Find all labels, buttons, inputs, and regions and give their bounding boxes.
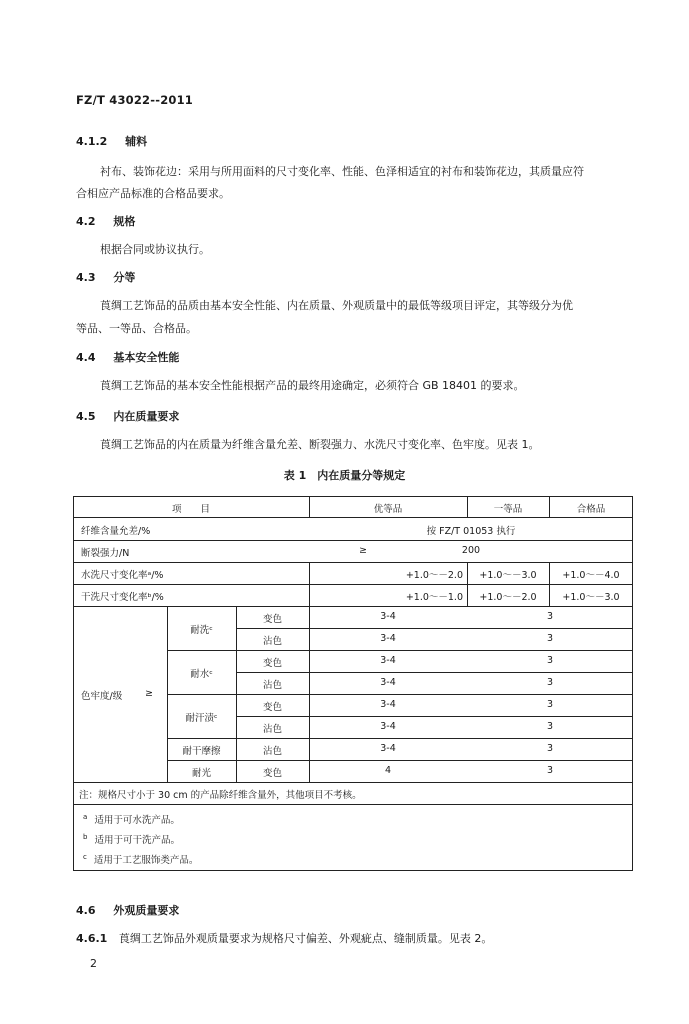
- break-value: 200: [461, 545, 481, 556]
- value-other: 3: [546, 677, 554, 688]
- value-other: 3: [546, 611, 554, 622]
- section-title: 外观质量要求: [113, 904, 180, 917]
- group-label: 耐光: [191, 768, 211, 779]
- footnote-mark: b: [83, 832, 88, 841]
- value-first: 3-4: [380, 743, 396, 754]
- section-4-2-heading: [76, 213, 135, 229]
- break-symbol: ≥: [359, 545, 367, 556]
- group-label: 耐洗ᶜ: [190, 625, 213, 636]
- value-first: 4: [384, 765, 392, 776]
- group-label: 耐水ᶜ: [190, 669, 213, 680]
- paragraph-line: 莨绸工艺饰品的内在质量为纤维含量允差、断裂强力、水洗尺寸变化率、色牢度。见表 1。: [100, 438, 540, 451]
- sub-label: 沾色: [262, 680, 282, 691]
- section-title: 分等: [113, 271, 136, 284]
- value-other: 3: [546, 721, 554, 732]
- footnote: [83, 852, 198, 866]
- footnote-text: 适用于可干洗产品。: [94, 835, 180, 846]
- group-label: 耐汗渍ᶜ: [185, 713, 218, 724]
- quality-table: [73, 496, 633, 871]
- section-title: 辅料: [125, 135, 148, 148]
- paragraph-line: 莨绸工艺饰品外观质量要求为规格尺寸偏差、外观疵点、缝制质量。见表 2。: [118, 932, 493, 945]
- sub-label: 沾色: [262, 636, 282, 647]
- section-4-1-2-heading: [76, 133, 147, 149]
- color-fastness-symbol: ≥: [145, 688, 153, 699]
- footnote-text: 适用于可水洗产品。: [94, 815, 180, 826]
- color-fastness-label: 色牢度/级: [81, 691, 123, 702]
- footnote-mark: a: [83, 812, 88, 821]
- dry-first: +1.0～－1.0: [405, 592, 463, 603]
- paragraph-line: 莨绸工艺饰品的基本安全性能根据产品的最终用途确定，必须符合 GB 18401 的要求。: [100, 379, 525, 392]
- section-4-5-heading: [76, 408, 179, 424]
- paragraph-line: 衬布、装饰花边：采用与所用面料的尺寸变化率、性能、色泽相适宜的衬布和装饰花边，其质量应符: [100, 165, 584, 178]
- page-number: 2: [90, 957, 97, 970]
- value-first: 3-4: [380, 699, 396, 710]
- table-caption: 表 1 内在质量分等规定: [283, 469, 406, 482]
- section-4-3-heading: [76, 269, 135, 285]
- value-first: 3-4: [380, 655, 396, 666]
- paragraph-line: 莨绸工艺饰品的品质由基本安全性能、内在质量、外观质量中的最低等级项目评定，其等级分为优: [100, 299, 573, 312]
- header-first-grade: 优等品: [373, 504, 403, 515]
- section-title: 基本安全性能: [113, 351, 180, 364]
- value-first: 3-4: [380, 677, 396, 688]
- value-other: 3: [546, 633, 554, 644]
- value-other: 3: [546, 765, 554, 776]
- section-number: 4.2: [76, 215, 96, 228]
- section-4-4-heading: [76, 349, 179, 365]
- header-second-grade: 一等品: [493, 504, 523, 515]
- footnote: [83, 832, 180, 846]
- section-4-6-heading: [76, 902, 179, 918]
- table-note: 注：规格尺寸小于 30 cm 的产品除纤维含量外，其他项目不考核。: [79, 790, 362, 801]
- paragraph-line: 根据合同或协议执行。: [100, 243, 210, 256]
- sub-label: 沾色: [262, 724, 282, 735]
- value-other: 3: [546, 655, 554, 666]
- footnote-mark: c: [83, 852, 87, 861]
- section-4-6-1: [76, 930, 492, 946]
- break-label: 断裂强力/N: [81, 548, 130, 559]
- wash-second: +1.0～－3.0: [479, 570, 537, 581]
- group-label: 耐干摩擦: [182, 746, 221, 757]
- standard-code: FZ/T 43022--2011: [76, 93, 194, 107]
- dry-third: +1.0～－3.0: [562, 592, 620, 603]
- section-title: 规格: [113, 215, 136, 228]
- section-number: 4.6.1: [76, 932, 108, 945]
- header-item: 项 目: [171, 504, 210, 515]
- sub-label: 变色: [262, 614, 282, 625]
- sub-label: 变色: [262, 768, 282, 779]
- dry-second: +1.0～－2.0: [479, 592, 537, 603]
- sub-label: 变色: [262, 658, 282, 669]
- paragraph-line: 等品、一等品、合格品。: [76, 322, 197, 335]
- sub-label: 变色: [262, 702, 282, 713]
- wash-third: +1.0～－4.0: [562, 570, 620, 581]
- value-other: 3: [546, 743, 554, 754]
- paragraph-line: 合相应产品标准的合格品要求。: [76, 187, 230, 200]
- fiber-value: 按 FZ/T 01053 执行: [426, 526, 516, 537]
- sub-label: 沾色: [262, 746, 282, 757]
- section-title: 内在质量要求: [113, 410, 180, 423]
- section-number: 4.4: [76, 351, 96, 364]
- footnote-text: 适用于工艺服饰类产品。: [93, 855, 199, 866]
- section-number: 4.3: [76, 271, 96, 284]
- value-first: 3-4: [380, 633, 396, 644]
- section-number: 4.5: [76, 410, 96, 423]
- wash-label: 水洗尺寸变化率ᵃ/%: [81, 570, 164, 581]
- fiber-label: 纤维含量允差/%: [81, 526, 151, 537]
- section-number: 4.1.2: [76, 135, 108, 148]
- footnote: [83, 812, 180, 826]
- wash-first: +1.0～－2.0: [405, 570, 463, 581]
- dry-label: 干洗尺寸变化率ᵇ/%: [81, 592, 164, 603]
- value-other: 3: [546, 699, 554, 710]
- value-first: 3-4: [380, 721, 396, 732]
- value-first: 3-4: [380, 611, 396, 622]
- section-number: 4.6: [76, 904, 96, 917]
- header-third-grade: 合格品: [576, 504, 606, 515]
